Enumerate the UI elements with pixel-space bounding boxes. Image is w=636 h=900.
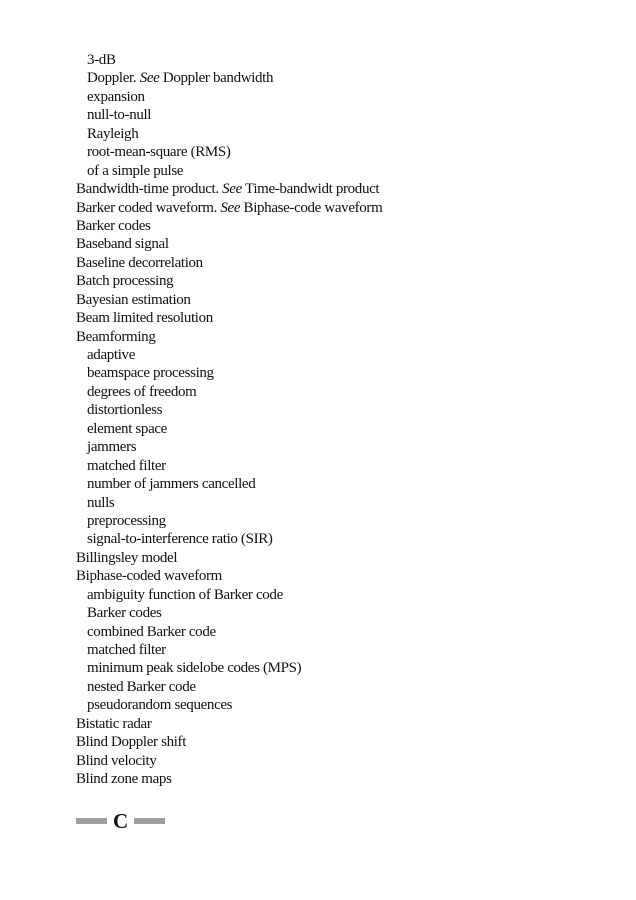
entry-term: matched filter <box>87 642 166 658</box>
index-subentry <box>76 659 382 677</box>
index-entry <box>76 254 382 272</box>
entry-term: Billingsley model <box>76 549 178 566</box>
entry-term: signal-to-interference ratio (SIR) <box>87 531 273 548</box>
index-entry <box>76 752 382 770</box>
index-entry <box>76 733 382 751</box>
entry-term: jammers <box>87 439 137 456</box>
entry-term: Biphase-coded waveform <box>76 568 222 585</box>
entry-term: Barker coded waveform. <box>76 199 221 216</box>
entry-term: Beam limited resolution <box>76 310 213 327</box>
index-subentry <box>76 696 382 714</box>
index-subentry <box>76 88 382 106</box>
entry-term: Bayesian estimation <box>76 291 191 308</box>
index-entry <box>76 199 382 217</box>
index-subentry <box>76 641 382 659</box>
section-letter: C <box>113 808 129 833</box>
index-subentry <box>76 512 382 530</box>
index-subentry <box>76 457 382 475</box>
entry-term: Baseband signal <box>76 236 169 253</box>
entry-term: Barker codes <box>87 605 162 622</box>
entry-term: element space <box>87 420 167 437</box>
index-subentry <box>76 51 382 69</box>
index-subentry <box>76 623 382 641</box>
index-entry <box>76 272 382 290</box>
index-entry <box>76 291 382 309</box>
see-reference-label: See <box>220 199 241 216</box>
entry-term: Rayleigh <box>87 125 139 142</box>
index-subentry <box>76 346 382 364</box>
entry-term: root-mean-square (RMS) <box>87 144 231 161</box>
see-reference-target: Doppler bandwidth <box>159 70 274 87</box>
entry-term: nested Barker code <box>87 678 196 695</box>
index-subentry <box>76 604 382 622</box>
entry-term: minimum peak sidelobe codes (MPS) <box>87 660 302 677</box>
index-subentry <box>76 106 382 124</box>
entry-term: Doppler. <box>87 70 140 87</box>
index-entry <box>76 567 382 585</box>
see-reference-target: Biphase-code waveform <box>240 199 383 216</box>
entry-term: Barker codes <box>76 217 151 234</box>
index-subentry <box>76 438 382 456</box>
entry-term: adaptive <box>87 347 136 363</box>
see-reference-label: See <box>139 70 160 87</box>
entry-term: Batch processing <box>76 273 174 290</box>
entry-term: Blind zone maps <box>76 771 172 788</box>
index-entry <box>76 180 382 198</box>
index-entry <box>76 549 382 567</box>
entry-term: 3-dB <box>87 52 116 68</box>
index-list <box>76 51 382 789</box>
entry-term: Bandwidth-time product. <box>76 181 223 198</box>
entry-term: Blind velocity <box>76 752 157 769</box>
entry-term: number of jammers cancelled <box>87 476 256 493</box>
entry-term: Beamforming <box>76 328 156 345</box>
entry-term: distortionless <box>87 402 163 419</box>
entry-term: combined Barker code <box>87 623 216 640</box>
section-heading <box>76 808 165 834</box>
index-subentry <box>76 162 382 180</box>
entry-term: Baseline decorrelation <box>76 254 203 271</box>
entry-term: ambiguity function of Barker code <box>87 586 283 603</box>
index-subentry <box>76 125 382 143</box>
entry-term: Blind Doppler shift <box>76 734 187 751</box>
entry-term: nulls <box>87 494 115 511</box>
index-entry <box>76 217 382 235</box>
index-subentry <box>76 494 382 512</box>
entry-term: matched filter <box>87 457 166 474</box>
index-entry <box>76 328 382 346</box>
index-subentry <box>76 475 382 493</box>
index-entry <box>76 770 382 788</box>
index-subentry <box>76 383 382 401</box>
index-entry <box>76 309 382 327</box>
entry-term: Bistatic radar <box>76 715 152 732</box>
index-entry <box>76 235 382 253</box>
index-subentry <box>76 69 382 87</box>
index-entry <box>76 715 382 733</box>
index-subentry <box>76 586 382 604</box>
section-bar-left <box>76 818 107 824</box>
entry-term: preprocessing <box>87 512 166 529</box>
index-subentry <box>76 364 382 382</box>
entry-term: pseudorandom sequences <box>87 697 233 714</box>
see-reference-target: Time-bandwidt product <box>241 181 380 198</box>
index-subentry <box>76 420 382 438</box>
entry-term: beamspace processing <box>87 365 214 382</box>
index-subentry <box>76 401 382 419</box>
entry-term: degrees of freedom <box>87 383 197 400</box>
section-bar-right <box>134 818 165 824</box>
index-subentry <box>76 530 382 548</box>
index-subentry <box>76 143 382 161</box>
index-subentry <box>76 678 382 696</box>
entry-term: null-to-null <box>87 107 152 124</box>
entry-term: of a simple pulse <box>87 162 184 179</box>
entry-term: expansion <box>87 88 145 105</box>
see-reference-label: See <box>222 181 242 198</box>
